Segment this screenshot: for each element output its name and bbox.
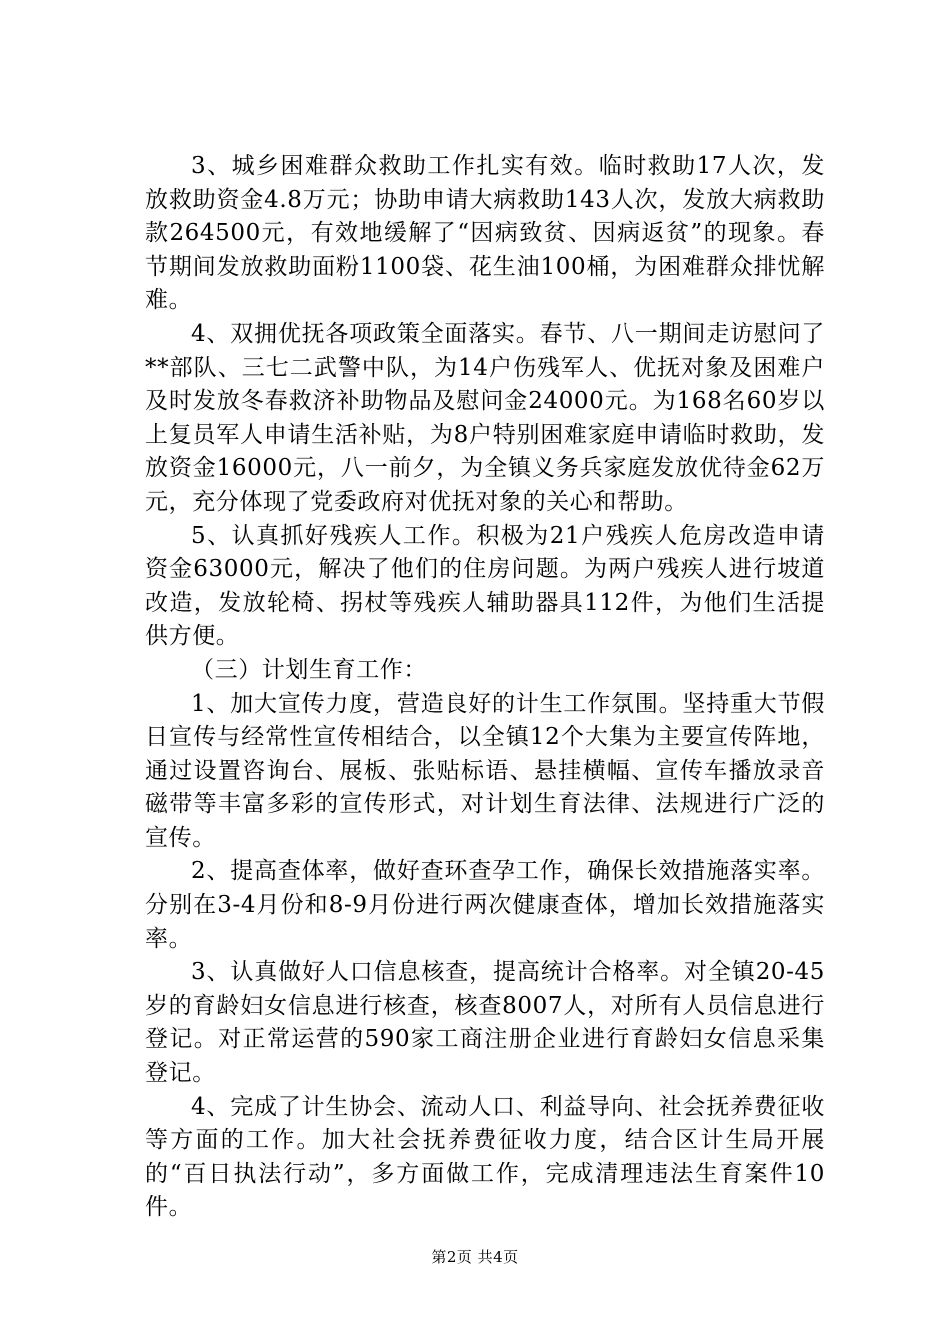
- paragraph-disabled-work: 5、认真抓好残疾人工作。积极为21户残疾人危房改造申请资金63000元，解决了他们的住房问题。为两户残疾人进行坡道改造，发放轮椅、拐杖等残疾人辅助器具112件，为他们生活提供方便。: [145, 522, 825, 650]
- paragraph-relief-work: 3、城乡困难群众救助工作扎实有效。临时救助17人次，发放救助资金4.8万元；协助申请大病救助143人次，发放大病救助款264500元，有效地缓解了“因病致贫、因病返贫”的现象。春节期间发放救助面粉1100袋、花生油100桶，为困难群众排忧解难。: [145, 153, 825, 314]
- paragraph-other-work: 4、完成了计生协会、流动人口、利益导向、社会抚养费征收等方面的工作。加大社会抚养费征收力度，结合区计生局开展的“百日执法行动”，多方面做工作，完成清理违法生育案件10件。: [145, 1093, 825, 1221]
- paragraph-info-verification: 3、认真做好人口信息核查，提高统计合格率。对全镇20-45岁的育龄妇女信息进行核查，核查8007人，对所有人员信息进行登记。对正常运营的590家工商注册企业进行育龄妇女信息采集登记。: [145, 959, 825, 1087]
- document-body: [145, 150, 825, 1225]
- paragraph-publicity: 1、加大宣传力度，营造良好的计生工作氛围。坚持重大节假日宣传与经常性宣传相结合，以全镇12个大集为主要宣传阵地，通过设置咨询台、展板、张贴标语、悬挂横幅、宣传车播放录音磁带等丰富多彩的宣传形式，对计划生育法律、法规进行广泛的宣传。: [145, 690, 825, 851]
- paragraph-checkup: 2、提高查体率，做好查环查孕工作，确保长效措施落实率。分别在3-4月份和8-9月份进行两次健康查体，增加长效措施落实率。: [145, 858, 825, 952]
- paragraph-military-support: 4、双拥优抚各项政策全面落实。春节、八一期间走访慰问了**部队、三七二武警中队，为14户伤残军人、优抚对象及困难户及时发放冬春救济补助物品及慰问金24000元。为168名60岁以上复员军人申请生活补贴，为8户特别困难家庭申请临时救助，发放资金16000元，八一前夕，为全镇义务兵家庭发放优待金62万元，充分体现了党委政府对优抚对象的关心和帮助。: [145, 320, 825, 515]
- section-heading-family-planning: （三）计划生育工作：: [191, 656, 427, 683]
- page-number-footer: 第2页 共4页: [431, 1248, 519, 1266]
